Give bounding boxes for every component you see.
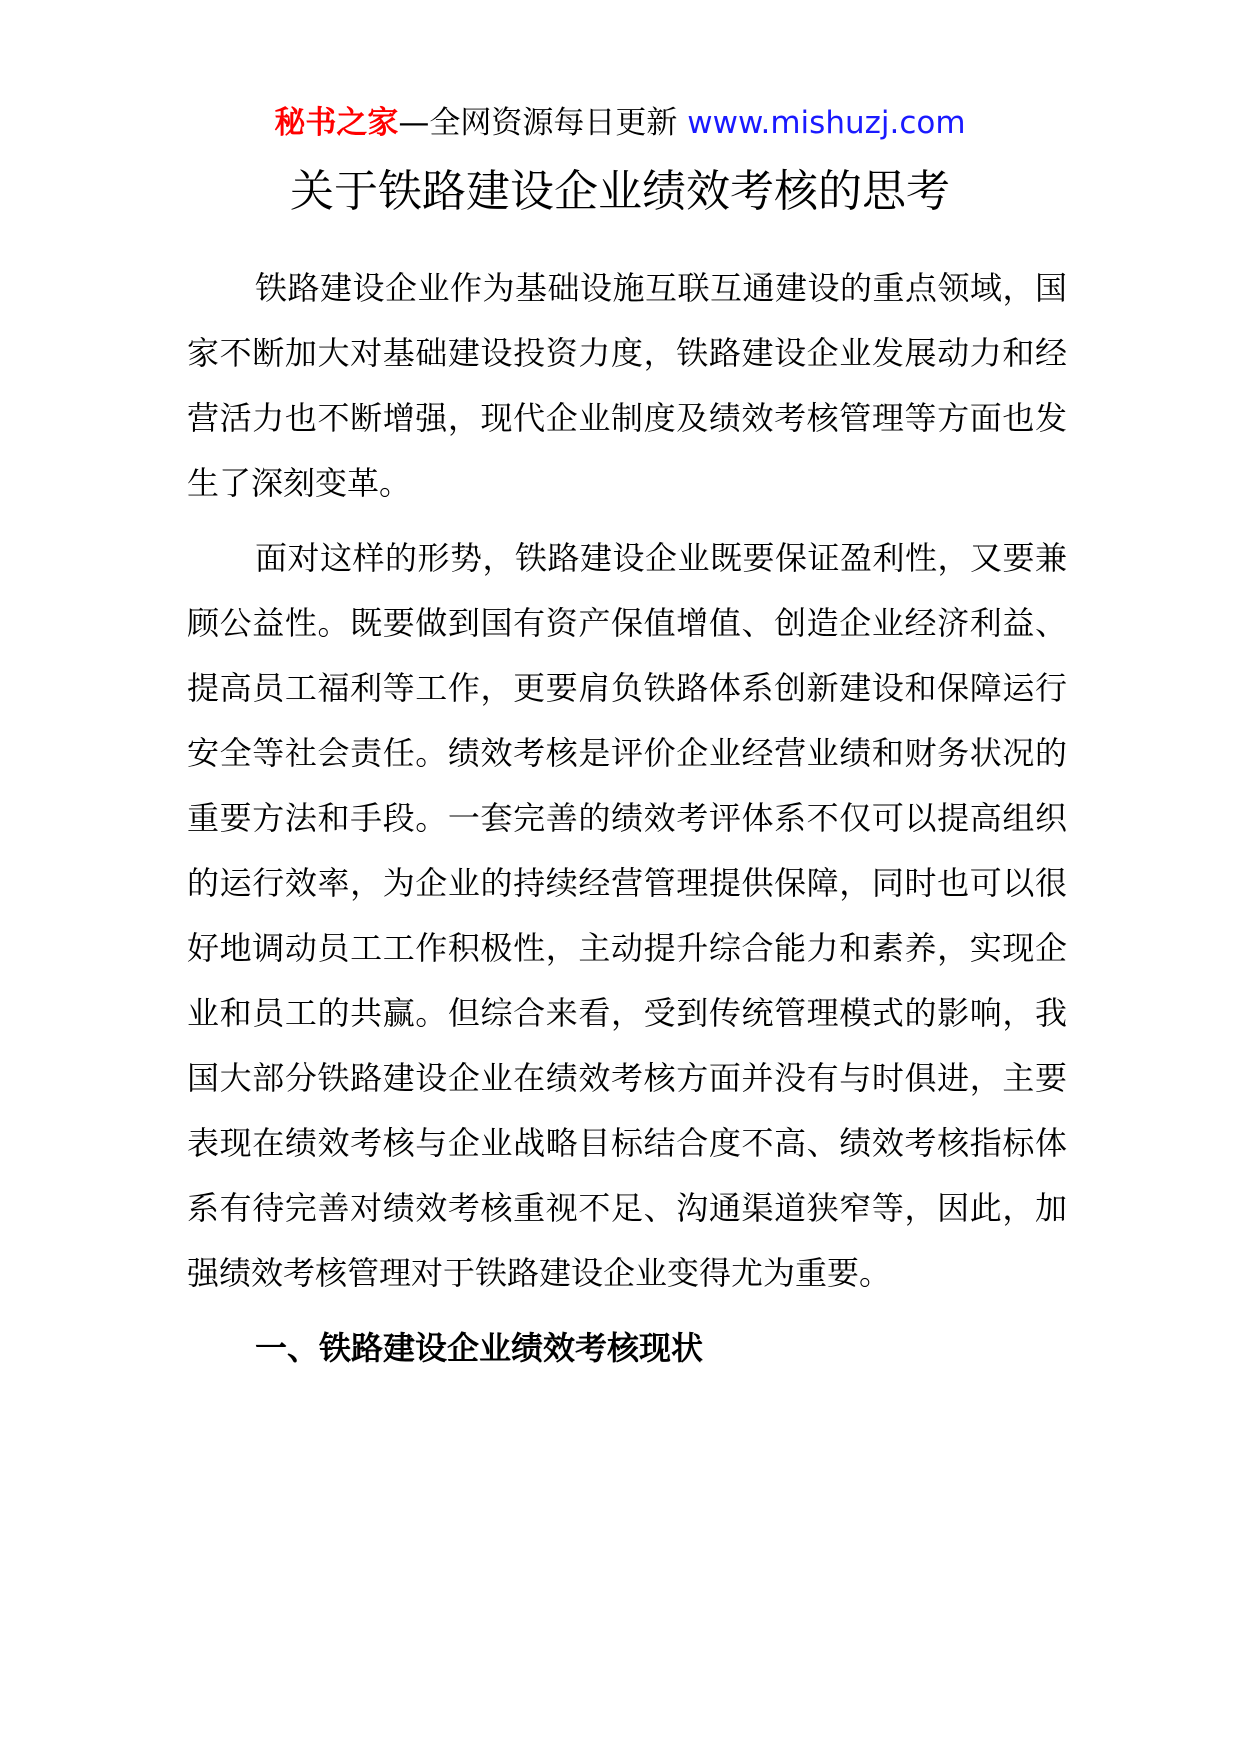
site-url-link[interactable]: www.mishuzj.com xyxy=(687,105,966,141)
brand-name: 秘书之家 xyxy=(274,105,399,141)
paragraph-intro: 铁路建设企业作为基础设施互联互通建设的重点领域，国家不断加大对基础建设投资力度，铁路建设企业发展动力和经营活力也不断增强，现代企业制度及绩效考核管理等方面也发生了深刻变革。 xyxy=(187,269,1067,502)
site-header xyxy=(0,102,1240,144)
document-title: 关于铁路建设企业绩效考核的思考 xyxy=(290,166,950,217)
header-tagline: —全网资源每日更新 xyxy=(398,105,678,141)
document-body xyxy=(187,256,1067,1381)
section-heading-1: 一、铁路建设企业绩效考核现状 xyxy=(255,1329,704,1367)
paragraph-situation: 面对这样的形势，铁路建设企业既要保证盈利性，又要兼顾公益性。既要做到国有资产保值增值、创造企业经济利益、提高员工福利等工作，更要肩负铁路体系创新建设和保障运行安全等社会责任。绩效考核是评价企业经营业绩和财务状况的重要方法和手段。一套完善的绩效考评体系不仅可以提高组织的运行效率，为企业的持续经营管理提供保障，同时也可以很好地调动员工工作积极性，主动提升综合能力和素养，实现企业和员工的共赢。但综合来看，受到传统管理模式的影响，我国大部分铁路建设企业在绩效考核方面并没有与时俱进，主要表现在绩效考核与企业战略目标结合度不高、绩效考核指标体系有待完善对绩效考核重视不足、沟通渠道狭窄等，因此，加强绩效考核管理对于铁路建设企业变得尤为重要。 xyxy=(187,539,1067,1292)
